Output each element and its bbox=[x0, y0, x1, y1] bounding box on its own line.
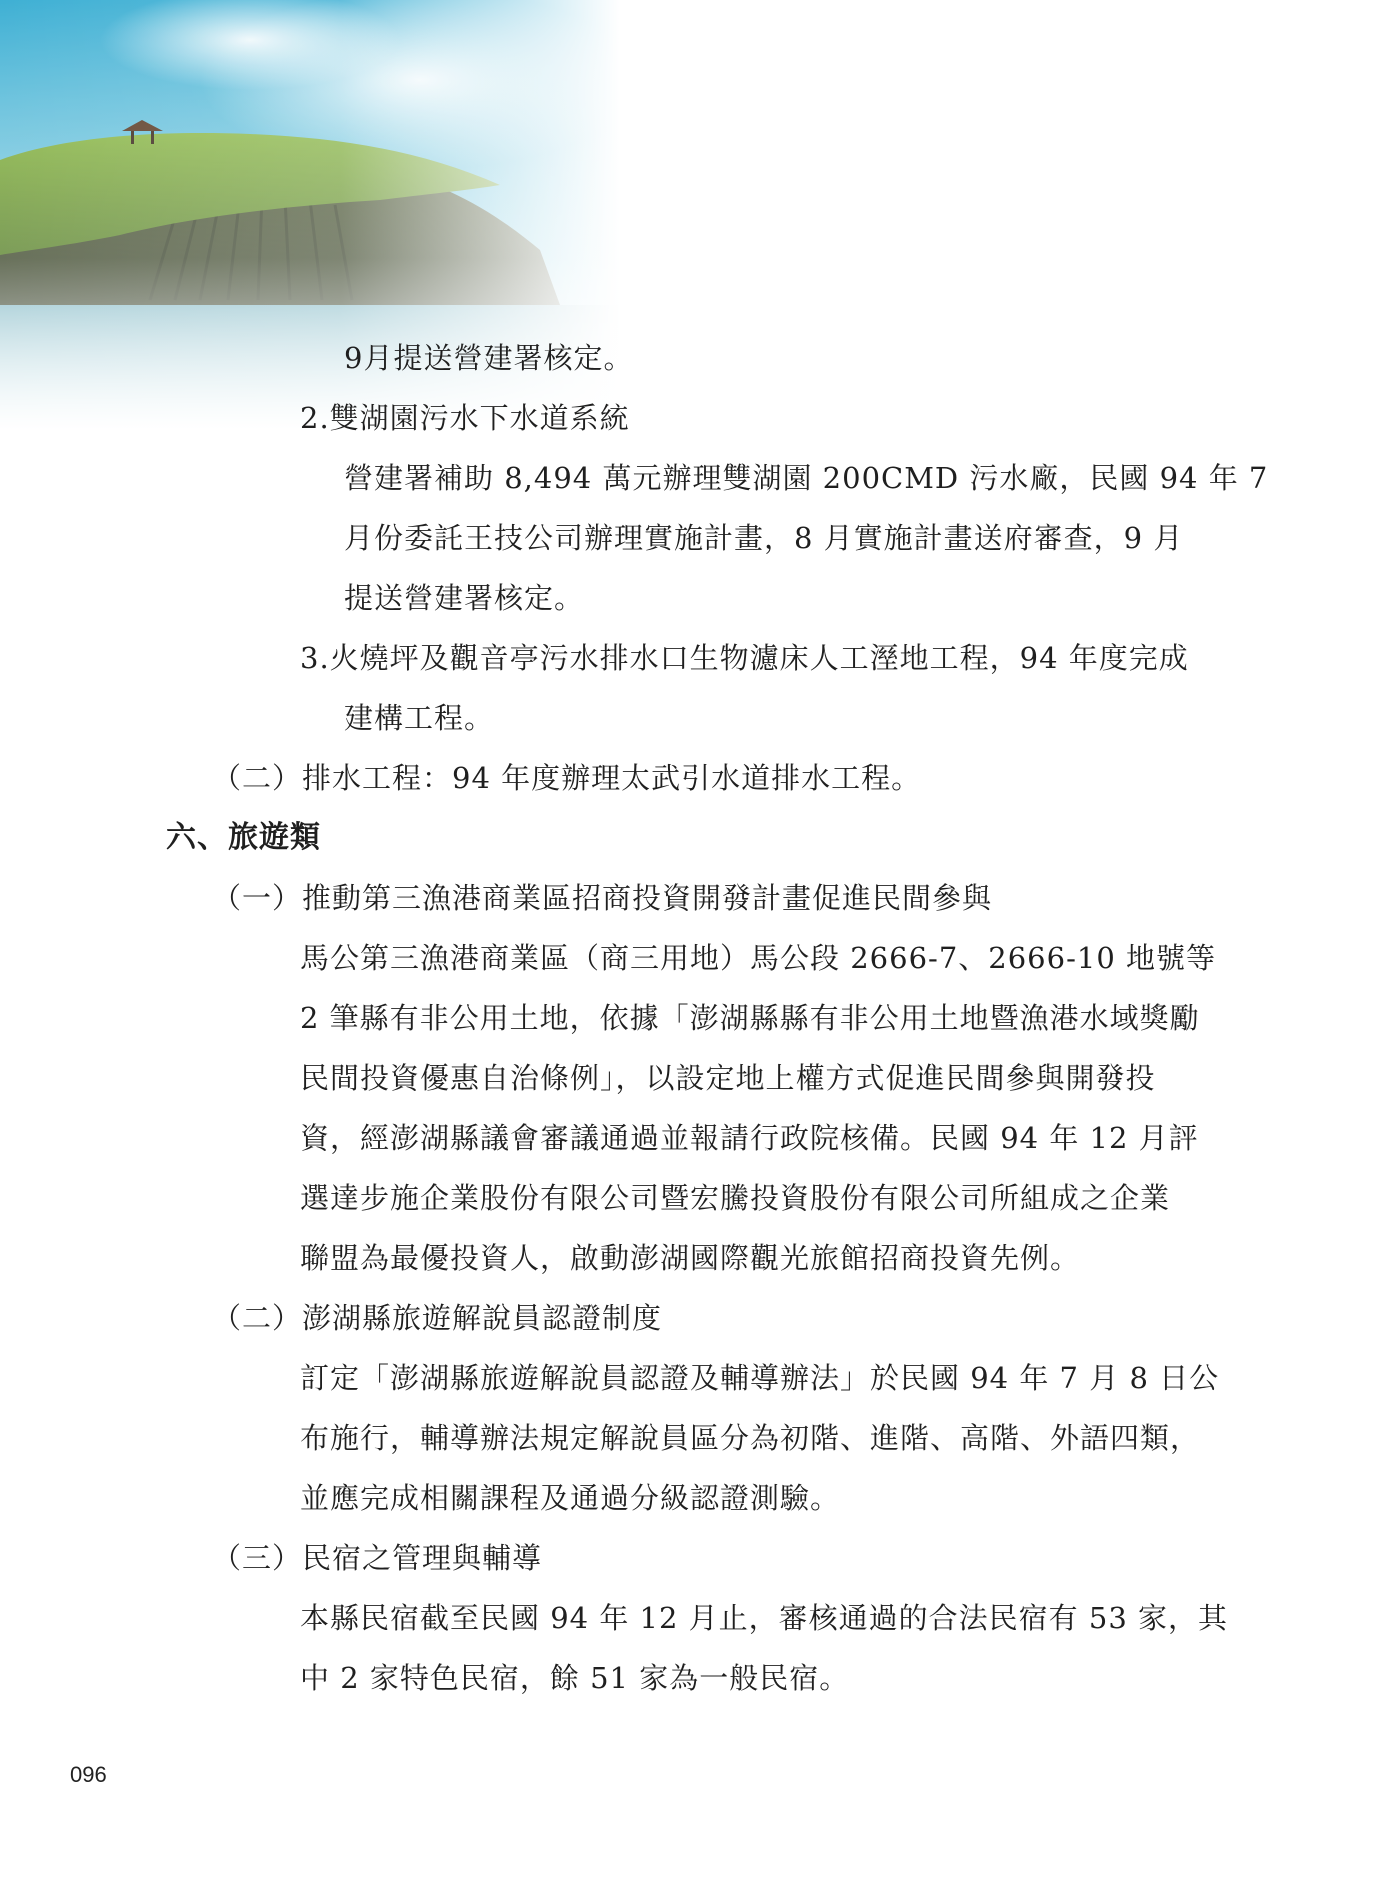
text-line: 選達步施企業股份有限公司暨宏騰投資股份有限公司所組成之企業 bbox=[300, 1181, 1171, 1215]
list-item-heading: 3.火燒坪及觀音亭污水排水口生物濾床人工溼地工程，94 年度完成 bbox=[300, 641, 1189, 675]
text-line: 中 2 家特色民宿，餘 51 家為一般民宿。 bbox=[300, 1661, 850, 1695]
text-line: 2 筆縣有非公用土地，依據「澎湖縣縣有非公用土地暨漁港水域獎勵 bbox=[300, 1001, 1200, 1035]
subsection-heading: （一）推動第三漁港商業區招商投資開發計畫促進民間參與 bbox=[212, 881, 993, 915]
page-number: 096 bbox=[70, 1762, 107, 1787]
text-line: 布施行，輔導辦法規定解說員區分為初階、進階、高階、外語四類， bbox=[300, 1421, 1201, 1455]
text-line: 月份委託王技公司辦理實施計畫，8 月實施計畫送府審查，9 月 bbox=[344, 521, 1184, 555]
subsection-heading: （二）排水工程：94 年度辦理太武引水道排水工程。 bbox=[212, 761, 922, 795]
text-line: 訂定「澎湖縣旅遊解說員認證及輔導辦法」於民國 94 年 7 月 8 日公 bbox=[300, 1361, 1220, 1395]
text-line: 並應完成相關課程及通過分級認證測驗。 bbox=[300, 1481, 841, 1515]
text-line: 馬公第三漁港商業區（商三用地）馬公段 2666-7、2666-10 地號等 bbox=[300, 941, 1216, 975]
text-line: 資，經澎湖縣議會審議通過並報請行政院核備。民國 94 年 12 月評 bbox=[300, 1121, 1199, 1155]
subsection-heading: （三）民宿之管理與輔導 bbox=[212, 1541, 543, 1575]
subsection-heading: （二）澎湖縣旅遊解說員認證制度 bbox=[212, 1301, 663, 1335]
list-item-heading: 2.雙湖園污水下水道系統 bbox=[300, 401, 630, 435]
text-line: 民間投資優惠自治條例」，以設定地上權方式促進民間參與開發投 bbox=[300, 1061, 1156, 1095]
text-line: 建構工程。 bbox=[344, 701, 495, 735]
text-line: 提送營建署核定。 bbox=[344, 581, 585, 615]
section-heading: 六、旅遊類 bbox=[166, 820, 321, 855]
text-line: 營建署補助 8,494 萬元辦理雙湖園 200CMD 污水廠，民國 94 年 7 bbox=[344, 461, 1269, 495]
text-line: 9月提送營建署核定。 bbox=[344, 341, 634, 375]
text-line: 聯盟為最優投資人，啟動澎湖國際觀光旅館招商投資先例。 bbox=[300, 1241, 1081, 1275]
text-line: 本縣民宿截至民國 94 年 12 月止，審核通過的合法民宿有 53 家，其 bbox=[300, 1601, 1229, 1635]
